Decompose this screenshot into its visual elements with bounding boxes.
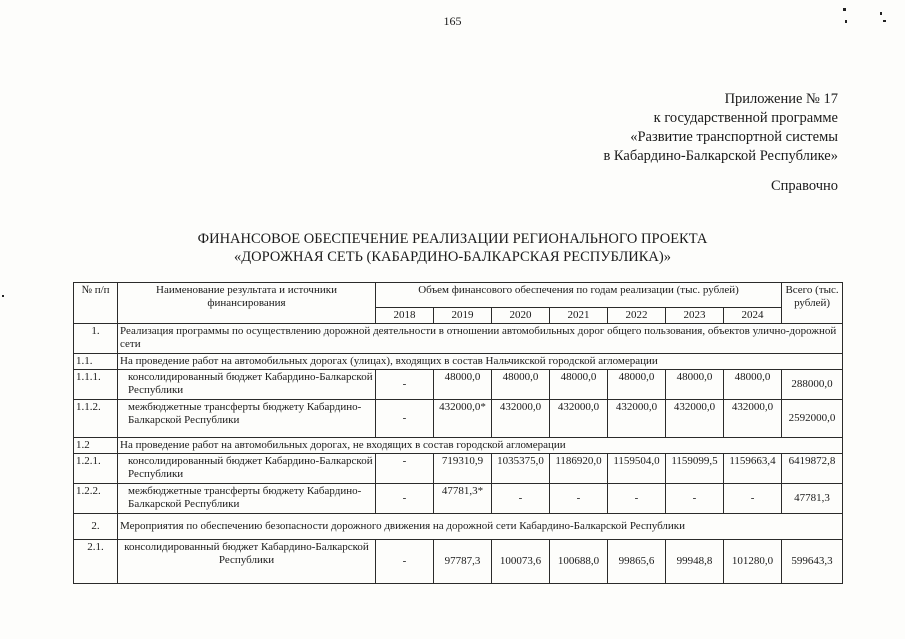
total-cell: 47781,3 xyxy=(782,484,843,514)
value-cell: 432000,0 xyxy=(608,400,666,438)
source-name: межбюджетные трансферты бюджету Кабардино-Балкарской Республики xyxy=(118,400,376,438)
value-cell: - xyxy=(376,540,434,584)
value-cell: 48000,0 xyxy=(550,370,608,400)
table-row xyxy=(74,540,843,584)
section-title: На проведение работ на автомобильных дорогах (улицах), входящих в состав Нальчикской городской агломерации xyxy=(118,354,843,370)
table-row xyxy=(74,400,843,438)
value-cell: - xyxy=(376,484,434,514)
header-year: 2022 xyxy=(608,308,666,324)
value-cell: 97787,3 xyxy=(434,540,492,584)
value-cell: - xyxy=(724,484,782,514)
value-cell: 100688,0 xyxy=(550,540,608,584)
section-title: Мероприятия по обеспечению безопасности дорожного движения на дорожной сети Кабардино-Балкарской Республики xyxy=(118,514,843,540)
appendix-line: «Развитие транспортной системы xyxy=(630,129,838,145)
table-row xyxy=(74,484,843,514)
value-cell: 48000,0 xyxy=(492,370,550,400)
row-number: 1. xyxy=(74,324,118,354)
table-row xyxy=(74,454,843,484)
row-number: 1.2.1. xyxy=(74,454,118,484)
appendix-line: в Кабардино-Балкарской Республике» xyxy=(603,148,838,164)
value-cell: 48000,0 xyxy=(608,370,666,400)
value-cell: 1159504,0 xyxy=(608,454,666,484)
scan-mark xyxy=(2,295,4,297)
appendix-line: к государственной программе xyxy=(653,110,838,126)
row-number: 1.1.2. xyxy=(74,400,118,438)
title-line-2: «ДОРОЖНАЯ СЕТЬ (КАБАРДИНО-БАЛКАРСКАЯ РЕСПУБЛИКА)» xyxy=(234,249,671,265)
header-total: Всего (тыс. рублей) xyxy=(782,283,843,324)
section-row xyxy=(74,324,843,354)
value-cell: 48000,0 xyxy=(724,370,782,400)
source-name: консолидированный бюджет Кабардино-Балкарской Республики xyxy=(118,540,376,584)
row-number: 1.1.1. xyxy=(74,370,118,400)
value-cell: - xyxy=(376,370,434,400)
total-cell: 6419872,8 xyxy=(782,454,843,484)
reference-label: Справочно xyxy=(770,178,838,194)
value-cell: 47781,3* xyxy=(434,484,492,514)
header-name: Наименование результата и источники финансирования xyxy=(118,283,376,324)
document-title xyxy=(0,230,905,266)
scan-mark xyxy=(883,20,886,22)
header-year: 2018 xyxy=(376,308,434,324)
financing-table xyxy=(73,282,843,584)
value-cell: 719310,9 xyxy=(434,454,492,484)
value-cell: 99865,6 xyxy=(608,540,666,584)
value-cell: - xyxy=(550,484,608,514)
source-name: консолидированный бюджет Кабардино-Балкарской Республики xyxy=(118,454,376,484)
value-cell: 432000,0* xyxy=(434,400,492,438)
row-number: 2.1. xyxy=(74,540,118,584)
value-cell: 432000,0 xyxy=(492,400,550,438)
section-row xyxy=(74,514,843,540)
value-cell: 1159099,5 xyxy=(666,454,724,484)
title-line-1: ФИНАНСОВОЕ ОБЕСПЕЧЕНИЕ РЕАЛИЗАЦИИ РЕГИОНАЛЬНОГО ПРОЕКТА xyxy=(197,231,708,247)
total-cell: 599643,3 xyxy=(782,540,843,584)
header-year: 2021 xyxy=(550,308,608,324)
appendix-block xyxy=(603,90,838,166)
value-cell: 100073,6 xyxy=(492,540,550,584)
section-row xyxy=(74,438,843,454)
value-cell: 1186920,0 xyxy=(550,454,608,484)
value-cell: - xyxy=(376,454,434,484)
value-cell: - xyxy=(666,484,724,514)
row-number: 2. xyxy=(74,514,118,540)
scan-mark xyxy=(880,12,882,15)
value-cell: 432000,0 xyxy=(550,400,608,438)
value-cell: 99948,8 xyxy=(666,540,724,584)
table-row xyxy=(74,370,843,400)
header-year: 2024 xyxy=(724,308,782,324)
header-year: 2019 xyxy=(434,308,492,324)
total-cell: 288000,0 xyxy=(782,370,843,400)
value-cell: - xyxy=(492,484,550,514)
scan-mark xyxy=(843,8,846,11)
header-year: 2023 xyxy=(666,308,724,324)
value-cell: 48000,0 xyxy=(434,370,492,400)
source-name: консолидированный бюджет Кабардино-Балкарской Республики xyxy=(118,370,376,400)
value-cell: 48000,0 xyxy=(666,370,724,400)
section-title: На проведение работ на автомобильных дорогах, не входящих в состав городской агломерации xyxy=(118,438,843,454)
scan-mark xyxy=(845,20,847,23)
row-number: 1.2.2. xyxy=(74,484,118,514)
value-cell: 432000,0 xyxy=(666,400,724,438)
total-cell: 2592000,0 xyxy=(782,400,843,438)
value-cell: 1159663,4 xyxy=(724,454,782,484)
source-name: межбюджетные трансферты бюджету Кабардино-Балкарской Республики xyxy=(118,484,376,514)
header-volume: Объем финансового обеспечения по годам реализации (тыс. рублей) xyxy=(376,283,782,308)
appendix-line: Приложение № 17 xyxy=(724,91,838,107)
value-cell: - xyxy=(608,484,666,514)
section-row xyxy=(74,354,843,370)
value-cell: 1035375,0 xyxy=(492,454,550,484)
row-number: 1.2 xyxy=(74,438,118,454)
section-title: Реализация программы по осуществлению дорожной деятельности в отношении автомобильных дорог общего пользования, объектов улично-дорожной сети xyxy=(118,324,843,354)
row-number: 1.1. xyxy=(74,354,118,370)
value-cell: 432000,0 xyxy=(724,400,782,438)
header-year: 2020 xyxy=(492,308,550,324)
value-cell: 101280,0 xyxy=(724,540,782,584)
header-num: № п/п xyxy=(74,283,118,324)
page-number: 165 xyxy=(443,14,462,28)
value-cell: - xyxy=(376,400,434,438)
